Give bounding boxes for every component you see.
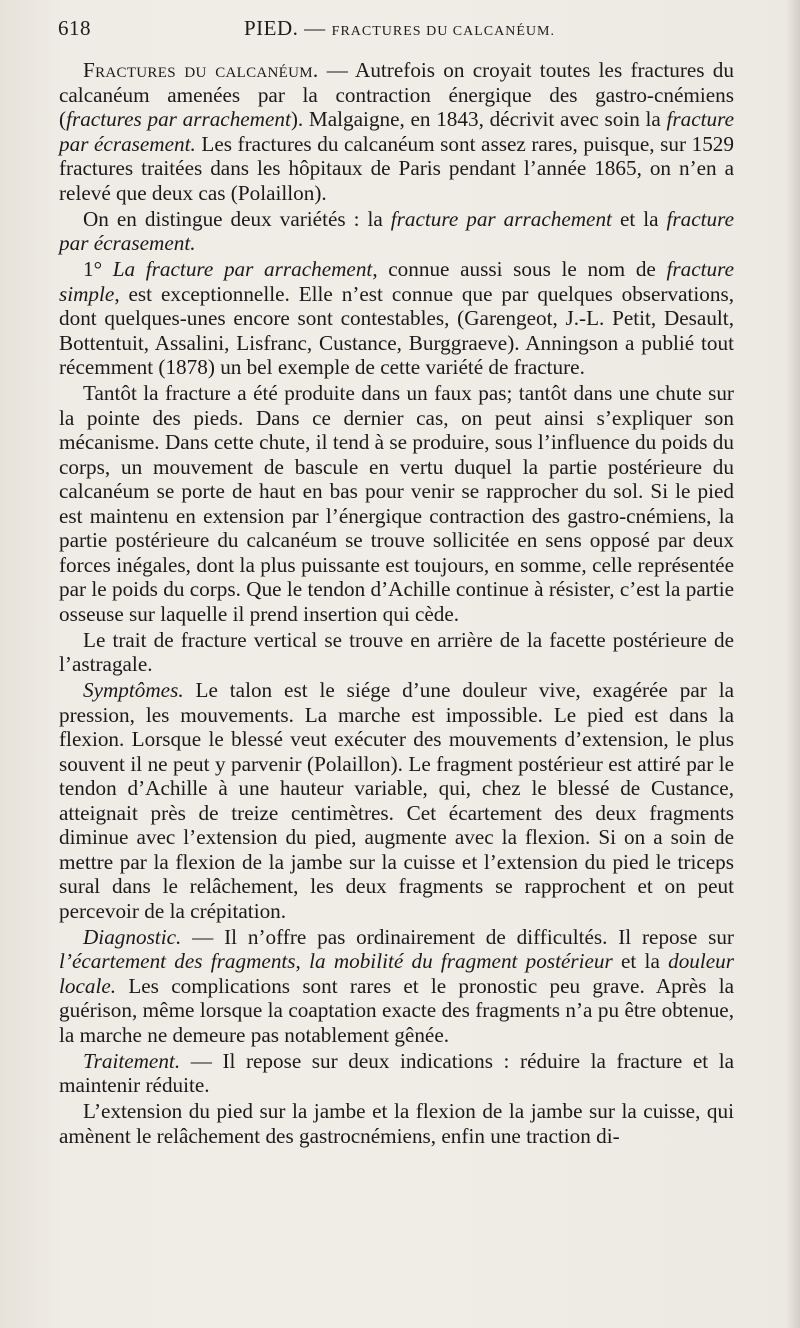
- paragraph-varieties: On en distingue deux variétés : la fracture par arrachement et la fracture par écrasement.: [59, 206, 734, 255]
- treatment-heading: Traitement.: [83, 1048, 181, 1073]
- paragraph-fracture-line: Le trait de fracture vertical se trouve en arrière de la facette postérieure de l’astragale.: [59, 627, 734, 676]
- paragraph-arrachement: 1° La fracture par arrachement, connue aussi sous le nom de fracture simple, est exceptionnelle. Elle n’est connue que par quelques observations, dont quelques-unes encore sont contestables, (Garengeot, J.-L. Petit, Desault, Bottentuit, Assalini, Lisfranc, Custance, Burggraeve). Anningson a publié tout récemment (1878) un bel exemple de cette variété de fracture.: [59, 257, 734, 379]
- paragraph-treatment: Traitement. — Il repose sur deux indications : réduire la fracture et la maintenir réduite.: [59, 1048, 734, 1097]
- paragraph-fractures-intro: Fractures du calcanéum. — Autrefois on croyait toutes les fractures du calcanéum amenées par la contraction énergique des gastro-cnémiens (fractures par arrachement). Malgaigne, en 1843, décrivit avec soin la fracture par écrasement. Les fractures du calcanéum sont assez rares, puisque, sur 1529 fractures traitées dans les hôpitaux de Paris pendant l’année 1865, on n’en a relevé que deux cas (Polaillon).: [59, 58, 734, 205]
- page-body: [59, 58, 734, 1150]
- page-number: 618: [58, 16, 91, 40]
- running-header: [58, 16, 760, 50]
- paragraph-diagnosis: Diagnostic. — Il n’offre pas ordinairement de difficultés. Il repose sur l’écartement des fragments, la mobilité du fragment postérieur et la douleur locale. Les complications sont rares et le pronostic peu grave. Après la guérison, même lorsque la coaptation exacte des fragments n’a pu être obtenue, la marche ne demeure pas notablement gênée.: [59, 924, 735, 1047]
- section-heading: Fractures du calcanéum.: [83, 58, 319, 82]
- page-edge-shadow: [786, 0, 800, 1328]
- symptoms-heading: Symptômes.: [83, 678, 184, 702]
- running-title-main: PIED. —: [244, 16, 326, 40]
- paragraph-symptoms: Symptômes. Le talon est le siége d’une douleur vive, exagérée par la pression, les mouvements. La marche est impossible. Le pied est dans la flexion. Lorsque le blessé veut exécuter des mouvements d’extension, le plus souvent il ne peut y parvenir (Polaillon). Le fragment postérieur est attiré par le tendon d’Achille à une hauteur variable, qui, chez le blessé de Custance, atteignait près de treize centimètres. Cet écartement des deux fragments diminue avec l’extension du pied, augmente avec la flexion. Si on a soin de mettre par la flexion de la jambe sur la cuisse et l’extension du pied le triceps sural dans le relâchement, les deux fragments se rapprochent et on peut percevoir de la crépitation.: [59, 678, 734, 923]
- running-title: [244, 16, 555, 41]
- paragraph-mechanism: Tantôt la fracture a été produite dans un faux pas; tantôt dans une chute sur la pointe des pieds. Dans ce dernier cas, on peut ainsi s’expliquer son mécanisme. Dans cette chute, il tend à se produire, sous l’influence du poids du corps, un mouvement de bascule en vertu duquel la partie postérieure du calcanéum se porte de haut en bas pour venir se rapprocher du sol. Si le pied est maintenu en extension par l’énergique contraction des gastro-cnémiens, la partie postérieure du calcanéum se trouve sollicitée en sens opposé par deux forces inégales, dont la plus puissante est toujours, en somme, celle représentée par le poids du corps. Que le tendon d’Achille continue à résister, c’est la partie osseuse sur laquelle il prend insertion qui cède.: [59, 381, 734, 626]
- running-title-sub: FRACTURES DU CALCANÉUM.: [331, 24, 555, 39]
- paragraph-extension: L’extension du pied sur la jambe et la flexion de la jambe sur la cuisse, qui amènent le relâchement des gastrocnémiens, enfin une traction di-: [59, 1099, 734, 1148]
- diagnosis-heading: Diagnostic.: [83, 924, 182, 949]
